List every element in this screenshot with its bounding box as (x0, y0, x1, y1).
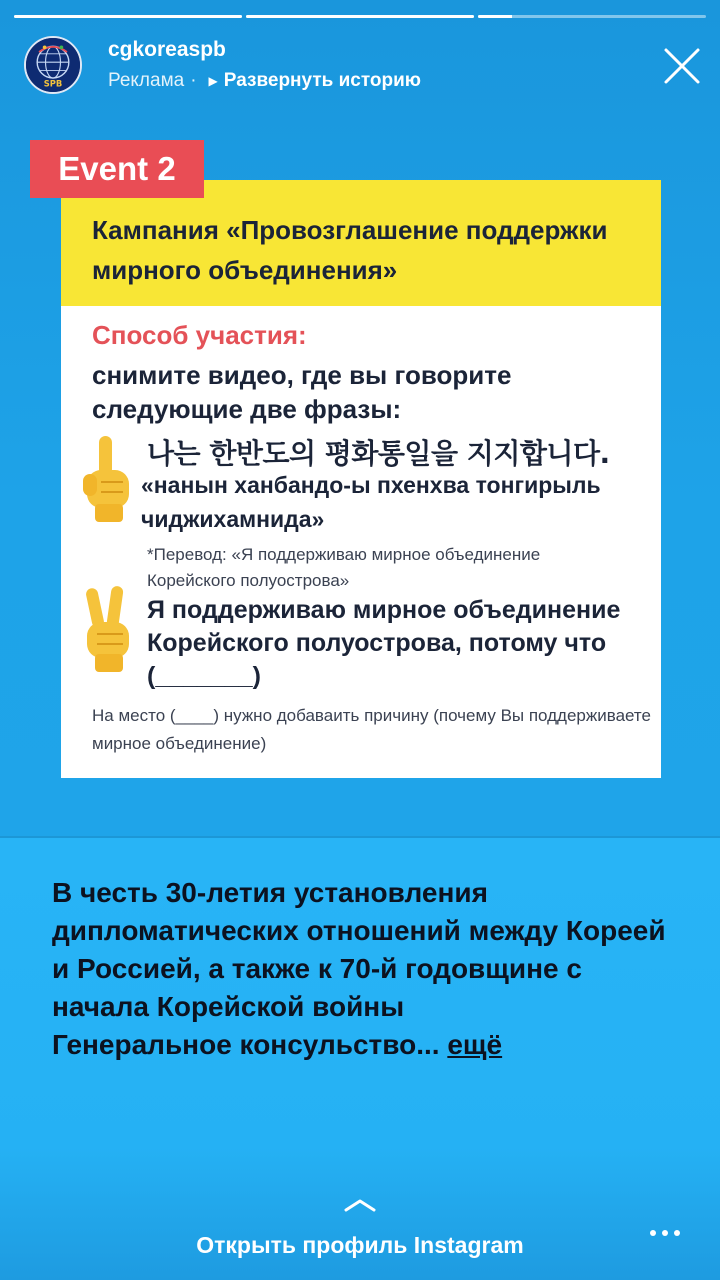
card-header (61, 180, 661, 306)
index-finger-icon (81, 434, 133, 524)
second-phrase: Я поддерживаю мирное объединение Корейского полуострова, потому что (_______) (147, 596, 621, 690)
method-title: Способ участия: (92, 320, 307, 350)
progress-segment (246, 15, 474, 18)
avatar-text: SPB (43, 78, 63, 89)
event-tag: Event 2 (30, 140, 204, 198)
account-name[interactable]: cgkoreaspb (108, 38, 226, 61)
story-caption (52, 874, 682, 1064)
progress-fill (14, 15, 242, 18)
caption-line-2 (52, 1026, 682, 1064)
event-card (61, 180, 661, 778)
separator: · (190, 70, 197, 91)
victory-hand-icon (81, 584, 133, 674)
more-link[interactable]: ещё (447, 1029, 503, 1060)
story-subline (108, 70, 421, 92)
progress-fill (246, 15, 474, 18)
globe-logo-icon (26, 38, 80, 92)
story-progress-bar (14, 15, 706, 18)
caption-text-2: Генеральное консульство... (52, 1029, 440, 1060)
close-button[interactable] (660, 44, 704, 88)
more-dots-icon (648, 1226, 682, 1240)
caption-text: В честь 30-летия установления дипломатических отношений между Кореей и Россией, а также к 70-й годовщине с начала Корейской войны (52, 877, 666, 1022)
expand-story-link[interactable]: Развернуть историю (223, 70, 422, 91)
translation-note: *Перевод: «Я поддерживаю мирное объединение Корейского полуострова» (147, 545, 541, 590)
play-icon: ▶ (208, 74, 218, 88)
sponsored-label: Реклама (108, 70, 185, 91)
korean-phrase: 나는 한반도의 평화통일을 지지합니다. (147, 437, 610, 470)
progress-fill (478, 15, 512, 18)
open-profile-button[interactable] (0, 1196, 720, 1266)
transliteration: «нанын ханбандо-ы пхенхва тонгирыль чиджихамнида» (141, 472, 601, 532)
instruction-note: На место (____) нужно добаваить причину (почему Вы поддерживаете мирное объединение) (92, 706, 651, 753)
close-icon (660, 44, 704, 88)
method-text: снимите видео, где вы говорите следующие две фразы: (92, 360, 512, 424)
chevron-up-icon (342, 1196, 378, 1214)
open-profile-label: Открыть профиль Instagram (196, 1232, 524, 1258)
progress-segment (478, 15, 706, 18)
progress-segment (14, 15, 242, 18)
more-options-button[interactable] (648, 1226, 682, 1240)
campaign-title: Кампания «Провозглашение поддержки мирного объединения» (92, 215, 608, 285)
avatar[interactable] (24, 36, 82, 94)
